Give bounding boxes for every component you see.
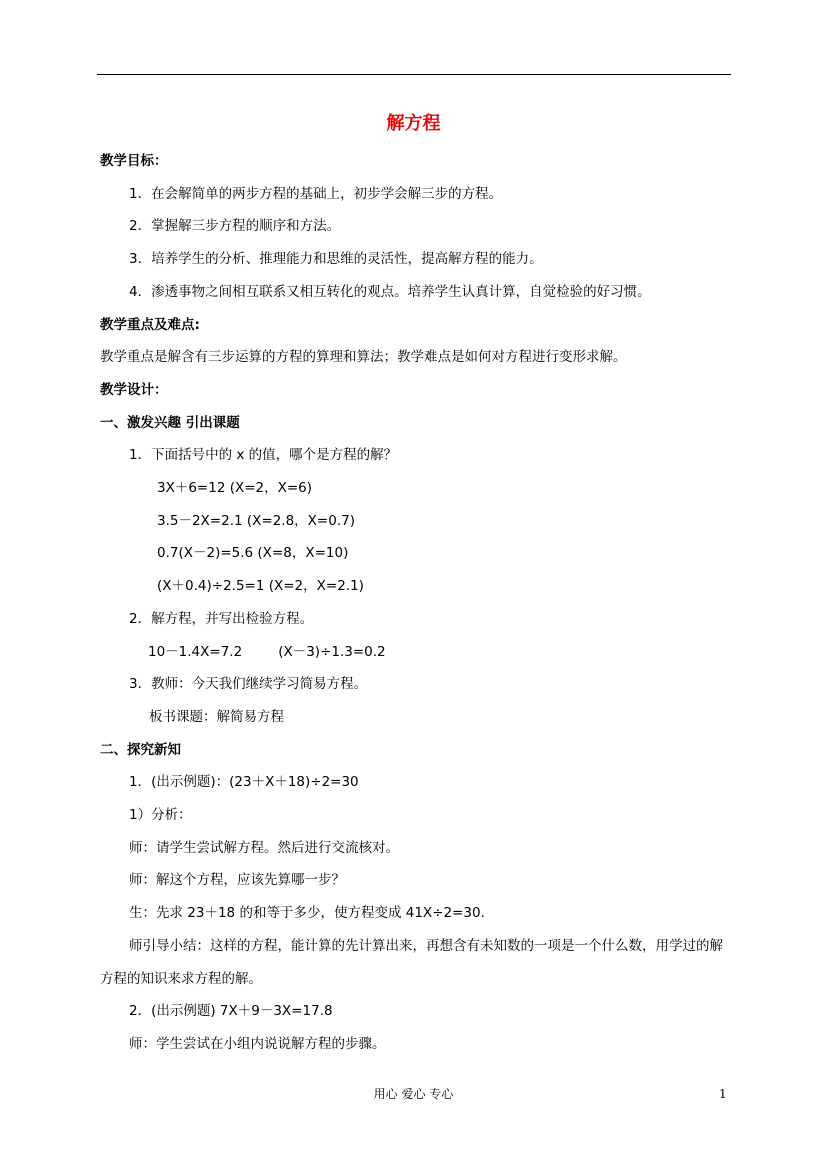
goal-item: 4．渗透事物之间相互联系又相互转化的观点。培养学生认真计算，自觉检验的好习惯。 bbox=[129, 283, 651, 300]
example-1: 1．(出示例题)：(23＋X＋18)÷2=30 bbox=[129, 774, 359, 791]
board-title: 板书课题：解简易方程 bbox=[149, 708, 284, 725]
part2-heading: 二、探究新知 bbox=[100, 741, 181, 758]
analysis-label: 1）分析： bbox=[129, 807, 192, 824]
question-2: 2．解方程，并写出检验方程。 bbox=[129, 610, 314, 627]
student-line: 生：先求 23＋18 的和等于多少，使方程变成 41X÷2=30. bbox=[129, 905, 485, 922]
goals-heading: 教学目标： bbox=[100, 153, 168, 169]
footer-motto: 用心 爱心 专心 bbox=[373, 1087, 454, 1101]
example-2: 2．(出示例题) 7X＋9－3X=17.8 bbox=[129, 1003, 333, 1020]
document-body bbox=[100, 145, 732, 1061]
equation-line: (X＋0.4)÷2.5=1 (X=2，X=2.1) bbox=[157, 578, 364, 595]
teacher-line: 师：学生尝试在小组内说说解方程的步骤。 bbox=[129, 1035, 386, 1052]
part1-heading: 一、激发兴趣 引出课题 bbox=[100, 414, 240, 431]
teacher-line: 师：请学生尝试解方程。然后进行交流核对。 bbox=[129, 839, 399, 856]
goal-item: 2．掌握解三步方程的顺序和方法。 bbox=[129, 218, 341, 235]
question-1: 1．下面括号中的 x 的值，哪个是方程的解？ bbox=[129, 447, 398, 464]
equation-pair bbox=[100, 636, 732, 669]
design-heading: 教学设计： bbox=[100, 381, 168, 398]
equation-line: 3.5－2X=2.1 (X=2.8，X=0.7) bbox=[157, 512, 355, 529]
question-3: 3．教师：今天我们继续学习简易方程。 bbox=[129, 676, 368, 693]
equation-1: 10－1.4X=7.2 bbox=[148, 643, 243, 660]
guide-summary: 师引导小结：这样的方程，能计算的先计算出来，再想含有未知数的一项是一个什么数，用学过的解方程的知识来求方程的解。 bbox=[100, 937, 723, 987]
equation-2: (X－3)÷1.3=0.2 bbox=[278, 643, 386, 660]
goal-item: 3．培养学生的分析、推理能力和思维的灵活性，提高解方程的能力。 bbox=[129, 251, 543, 268]
equation-line: 0.7(X－2)=5.6 (X=8，X=10) bbox=[157, 545, 349, 562]
key-points-text: 教学重点是解含有三步运算的方程的算理和算法；教学难点是如何对方程进行变形求解。 bbox=[100, 349, 627, 366]
page-number: 1 bbox=[719, 1087, 727, 1101]
document-title: 解方程 bbox=[386, 113, 441, 134]
key-points-heading: 教学重点及难点: bbox=[100, 316, 200, 333]
teacher-line: 师：解这个方程，应该先算哪一步？ bbox=[129, 872, 345, 889]
header-rule bbox=[97, 74, 731, 75]
goal-item: 1．在会解简单的两步方程的基础上，初步学会解三步的方程。 bbox=[129, 185, 503, 202]
equation-line: 3X＋6=12 (X=2，X=6) bbox=[157, 480, 313, 497]
